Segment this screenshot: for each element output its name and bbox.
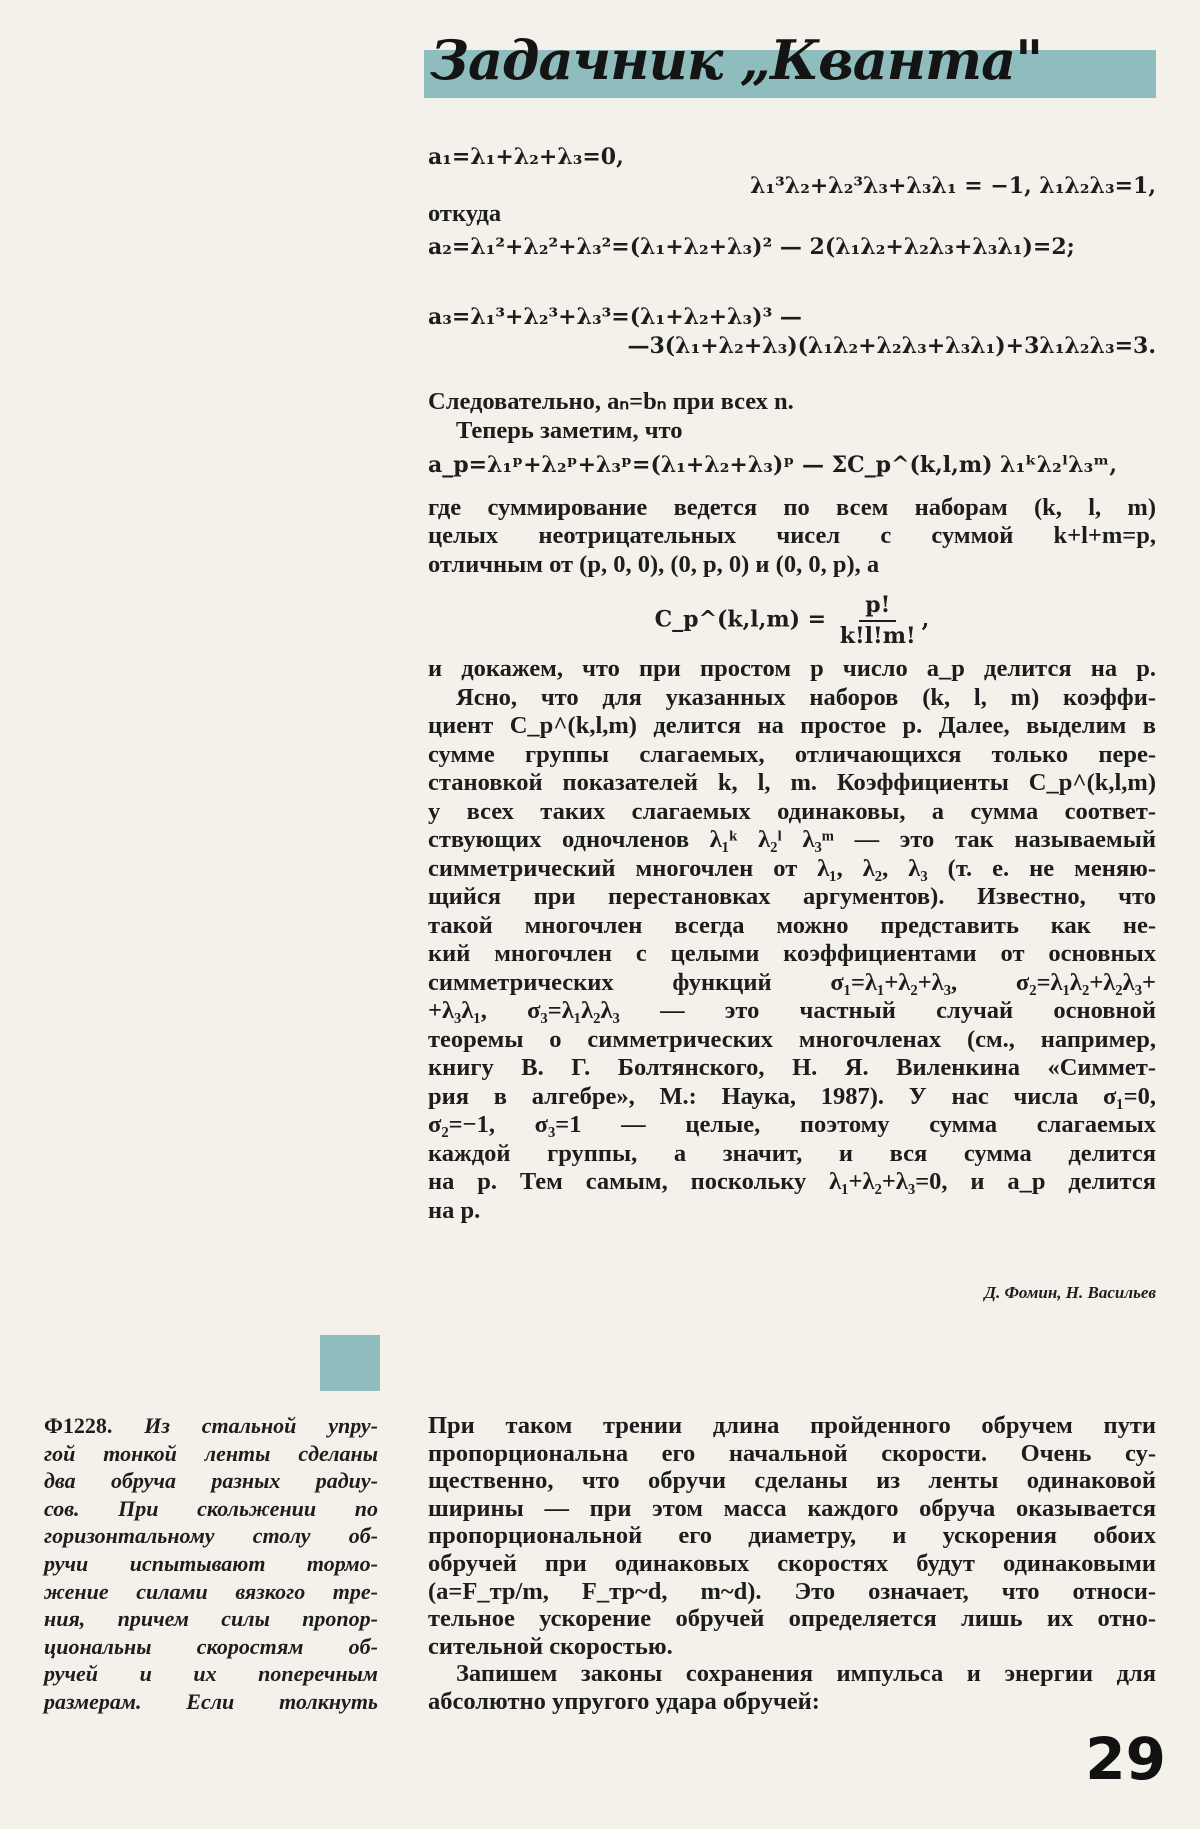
text-line: становкой показателей k, l, m. Коэффициенты C_p^(k,l,m) [428, 769, 1156, 796]
text-line: и докажем, что при простом p число a_p делится на p. [428, 655, 1156, 682]
answer-line: пропорциональной его диаметру, и ускорения обоих [428, 1522, 1156, 1550]
answer-line: сительной скоростью. [428, 1632, 673, 1660]
answer-line: абсолютно упругого удара обручей: [428, 1687, 820, 1715]
problem-line: Ф1228. Из стальной упру- [44, 1413, 379, 1438]
answer-line: Запишем законы сохранения импульса и энергии для [456, 1660, 1156, 1688]
problem-line: ния, причем силы пропор- [44, 1606, 378, 1632]
text-line: +λ₃λ₁, σ₃=λ₁λ₂λ₃ — это частный случай основной [428, 997, 1156, 1024]
problem-line: два обруча разных радиу- [44, 1468, 378, 1494]
answer-line: ширины — при этом масса каждого обруча оказывается [428, 1494, 1156, 1522]
text-line: Следовательно, aₙ=bₙ при всех n. [428, 388, 794, 415]
answer-line: (a=F_тр/m, F_тр~d, m~d). Это означает, что относи- [428, 1577, 1156, 1605]
text-line: σ₂=−1, σ₃=1 — целые, поэтому сумма слагаемых [428, 1111, 1156, 1138]
text-line: Теперь заметим, что [456, 416, 683, 444]
text-line: на p. [428, 1196, 481, 1224]
text-line: где суммирование ведется по всем наборам (k, l, m) [428, 493, 1156, 521]
text-line: сумме группы слагаемых, отличающихся только пере- [428, 740, 1156, 768]
problem-statement [44, 1412, 378, 1716]
text-line: симметрических функций σ₁=λ₁+λ₂+λ₃, σ₂=λ₁λ₂+λ₂λ₃+ [428, 968, 1156, 996]
problem-line: циональны скоростям об- [44, 1633, 378, 1659]
decorative-square [320, 1335, 380, 1391]
text-line: циент C_p^(k,l,m) делится на простое p. Далее, выделим в [428, 712, 1156, 739]
binomial-lhs: C_p^(k,l,m) = [654, 606, 827, 633]
fraction-denominator: k!l!m! [839, 622, 916, 649]
problem-line: гой тонкой ленты сделаны [44, 1440, 378, 1466]
problem-line: жение силами вязкого тре- [44, 1578, 378, 1604]
text-line: кий многочлен с целыми коэффициентами от основных [428, 940, 1156, 967]
text-line: щийся при перестановках аргументов). Известно, что [428, 883, 1156, 910]
problem-line: ручей и их поперечным [44, 1661, 378, 1687]
text-line: рия в алгебре», М.: Наука, 1987). У нас числа σ₁=0, [428, 1082, 1156, 1110]
answer-line: тельное ускорение обручей определяется лишь их отно- [428, 1605, 1156, 1633]
problem-number: Ф1228. [44, 1413, 113, 1438]
problem-line: размерам. Если толкнуть [44, 1688, 378, 1714]
text-line: симметрический многочлен от λ₁, λ₂, λ₃ (т. е. не меняю- [428, 854, 1156, 882]
text-line: у всех таких слагаемых одинаковы, а сумма соответ- [428, 797, 1156, 825]
fraction [840, 591, 916, 650]
solution-text [428, 143, 1156, 1225]
text-line: Ясно, что для указанных наборов (k, l, m) коэффи- [456, 683, 1156, 711]
text-line: на p. Тем самым, поскольку λ₁+λ₂+λ₃=0, и a_p делится [428, 1168, 1156, 1195]
problem-line: сов. При скольжении по [44, 1495, 378, 1521]
equation-a3-cont: —3(λ₁+λ₂+λ₃)(λ₁λ₂+λ₂λ₃+λ₃λ₁)+3λ₁λ₂λ₃=3. [627, 332, 1156, 359]
text-line: откуда [428, 200, 502, 227]
text-line: такой многочлен всегда можно представить как не- [428, 911, 1156, 939]
problem-line: ручи испытывают тормо- [44, 1550, 378, 1576]
text-line: отличным от (p, 0, 0), (0, p, 0) и (0, 0, p), а [428, 550, 880, 578]
answer-line: щественно, что обручи сделаны из ленты одинаковой [428, 1467, 1156, 1495]
equation-ap: a_p=λ₁ᵖ+λ₂ᵖ+λ₃ᵖ=(λ₁+λ₂+λ₃)ᵖ — ΣC_p^(k,l,m) λ₁ᵏλ₂ˡλ₃ᵐ, [428, 452, 1117, 478]
fraction-numerator: p! [859, 591, 896, 622]
answer-text [428, 1412, 1156, 1716]
equation-a1: a₁=λ₁+λ₂+λ₃=0, [428, 144, 624, 170]
text-line: книгу В. Г. Болтянского, Н. Я. Виленкина «Симмет- [428, 1054, 1156, 1081]
text-line: ствующих одночленов λ₁ᵏ λ₂ˡ λ₃ᵐ — это так называемый [428, 826, 1156, 853]
equation-a2: a₂=λ₁²+λ₂²+λ₃²=(λ₁+λ₂+λ₃)² — 2(λ₁λ₂+λ₂λ₃+λ₃λ₁)=2; [428, 233, 1075, 260]
equation-binomial: C_p^(k,l,m) = $\frac{p!}{k!l!m!}$ , [654, 592, 930, 649]
authors-signature: Д. Фомин, Н. Васильев [984, 1283, 1156, 1302]
answer-line: обручей при одинаковых скоростях будут одинаковыми [428, 1549, 1156, 1577]
answer-line: При таком трении длина пройденного обручем пути [428, 1412, 1156, 1439]
text-line: целых неотрицательных чисел с суммой k+l+m=p, [428, 522, 1156, 549]
text-line: каждой группы, а значит, и вся сумма делится [428, 1139, 1156, 1167]
equation-conditions: λ₁³λ₂+λ₂³λ₃+λ₃λ₁ = −1, λ₁λ₂λ₃=1, [750, 172, 1156, 199]
answer-line: пропорциональна его начальной скорости. Очень су- [428, 1439, 1156, 1467]
problem-line: горизонтальному столу об- [44, 1523, 378, 1549]
page-number: 29 [1085, 1725, 1166, 1793]
section-title: Задачник „Кванта" [430, 28, 1043, 92]
text-line: теоремы о симметрических многочленах (см., например, [428, 1025, 1156, 1053]
equation-a3: a₃=λ₁³+λ₂³+λ₃³=(λ₁+λ₂+λ₃)³ — [428, 304, 802, 330]
